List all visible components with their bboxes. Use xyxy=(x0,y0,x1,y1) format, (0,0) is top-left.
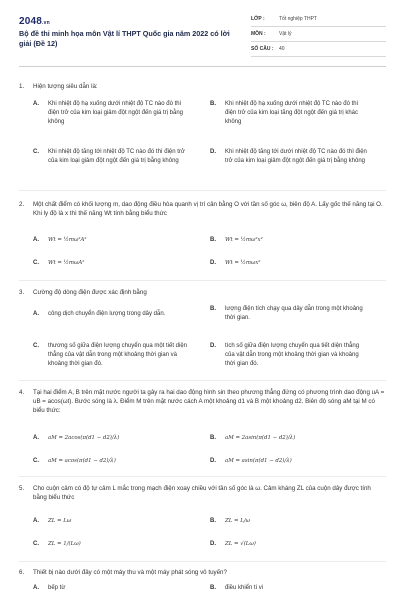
option-letter: A. xyxy=(33,435,39,441)
meta-row-class xyxy=(251,12,386,27)
option-letter: D. xyxy=(210,541,216,547)
option-text: thương số giữa điện lượng chuyển qua một tiết diện thẳng của vật dẫn trong một khoảng thời gian và khoảng thời gian đó. xyxy=(48,343,188,367)
option-letter: A. xyxy=(33,585,39,591)
question-stem: Hiện tượng siêu dẫn là: xyxy=(33,83,98,90)
question-stem: Cường độ dòng điện được xác định bằng xyxy=(33,289,147,296)
question-divider xyxy=(19,561,386,562)
option-letter: C. xyxy=(33,260,39,266)
question-stem: Thiết bị nào dưới đây có một máy thu và một máy phát sóng vô tuyến? xyxy=(33,569,227,576)
meta-key: SỐ CÂU : xyxy=(251,46,274,52)
option-formula: Wt = ½mω²x² xyxy=(225,237,263,243)
option-formula: ZL = L/ω xyxy=(225,518,251,524)
question-number: 6. xyxy=(19,569,25,576)
meta-value: Vật lý xyxy=(279,31,292,37)
option-letter: D. xyxy=(210,458,216,464)
option-b[interactable] xyxy=(210,517,370,526)
option-d[interactable] xyxy=(210,342,370,369)
option-letter: B. xyxy=(210,237,216,243)
question-divider xyxy=(19,476,386,477)
option-formula: aM = 2asin(π(d1 − d2)/λ) xyxy=(225,435,296,441)
meta-row-count xyxy=(251,42,386,57)
question-stem: Một chất điểm có khối lượng m, dao động điều hòa quanh vị trí cân bằng O với tần số góc ω, biên độ A. Lấy gốc thế năng tại O. Khi ly độ là x thì thế năng Wt tính bằng biểu thức xyxy=(33,201,383,217)
meta-value: Tốt nghiệp THPT xyxy=(279,16,317,22)
option-letter: B. xyxy=(210,435,216,441)
option-text: Khi nhiệt độ tăng tới dưới nhiệt độ TC nào đó thì điện trở của kim loại giảm đột ngột đến giá trị bằng không xyxy=(225,149,367,164)
option-formula: Wt = ½mω²A² xyxy=(48,237,87,243)
option-formula: ZL = √(Lω) xyxy=(225,541,256,547)
question-divider xyxy=(19,380,386,381)
option-formula: aM = 2acos(π(d1 − d2)/λ) xyxy=(48,435,120,441)
option-text: Khi nhiệt độ hạ xuống dưới nhiệt độ TC nào đó thì điện trở của kim loại tăng đột ngột đến giá trị khác không xyxy=(225,101,359,125)
option-text: lượng điện tích chạy qua dây dẫn trong một khoảng thời gian. xyxy=(225,306,363,321)
option-d[interactable] xyxy=(210,259,370,268)
meta-key: MÔN : xyxy=(251,31,266,37)
option-letter: D. xyxy=(210,149,216,155)
logo-text: 2048 xyxy=(19,16,43,27)
option-text: Khi nhiệt độ hạ xuống dưới nhiệt độ TC nào đó thì điện trở của kim loại giảm đột ngột đến giá trị bằng không xyxy=(48,101,184,125)
site-logo[interactable] xyxy=(19,16,50,27)
option-formula: Wt = ½mωx² xyxy=(225,260,261,266)
option-letter: A. xyxy=(33,311,39,317)
question-6 xyxy=(19,568,386,577)
option-c[interactable] xyxy=(33,457,193,466)
question-5 xyxy=(19,484,386,502)
option-letter: C. xyxy=(33,541,39,547)
option-letter: B. xyxy=(210,101,216,107)
option-a[interactable] xyxy=(33,434,193,443)
question-number: 3. xyxy=(19,289,25,296)
option-formula: aM = asin(π(d1 − d2)/λ) xyxy=(225,458,292,464)
option-b[interactable] xyxy=(210,584,370,593)
question-1 xyxy=(19,82,386,91)
meta-value: 40 xyxy=(279,46,285,52)
option-text: điều khiển ti vi xyxy=(225,585,264,591)
question-stem: Tại hai điểm A, B trên mặt nước người ta gây ra hai dao động hình sin theo phương thẳng đứng có phương trình dao động uA = uB = acos(ωt). Bước sóng là λ. Điểm M trên mặt nước cách A một khoảng d1 và B một khoảng d2. Biên độ sóng aM tại M có biểu thức: xyxy=(33,389,385,414)
option-c[interactable] xyxy=(33,342,193,369)
option-letter: C. xyxy=(33,149,39,155)
option-letter: C. xyxy=(33,458,39,464)
question-divider xyxy=(19,190,386,191)
option-d[interactable] xyxy=(210,457,370,466)
option-letter: B. xyxy=(210,585,216,591)
option-text: công dịch chuyển điện lượng trong dây dẫn. xyxy=(48,311,166,317)
option-formula: aM = acos(π(d1 − d2)/λ) xyxy=(48,458,116,464)
meta-key: LỚP : xyxy=(251,16,265,22)
option-letter: A. xyxy=(33,237,39,243)
option-b[interactable] xyxy=(210,305,370,323)
question-number: 2. xyxy=(19,201,25,208)
option-formula: Wt = ½mωA² xyxy=(48,260,85,266)
header-divider xyxy=(19,66,386,67)
option-letter: D. xyxy=(210,260,216,266)
option-formula: ZL = 1/(Lω) xyxy=(48,541,81,547)
question-stem: Cho cuộn cảm có độ tự cảm L mắc trong mạch điện xoay chiều với tần số góc là ω. Cảm kháng ZL của cuộn dây được tính bằng biểu thức xyxy=(33,485,371,501)
option-text: Khi nhiệt độ tăng tới nhiệt độ TC nào đó thì điện trở của kim loại giảm đột ngột đến giá trị bằng không xyxy=(48,149,185,164)
option-a[interactable] xyxy=(33,584,193,593)
question-divider xyxy=(19,280,386,281)
option-letter: B. xyxy=(210,518,216,524)
option-letter: A. xyxy=(33,518,39,524)
option-letter: C. xyxy=(33,343,39,349)
option-c[interactable] xyxy=(33,540,193,549)
option-c[interactable] xyxy=(33,259,193,268)
option-letter: A. xyxy=(33,101,39,107)
option-text: tích số giữa điện lượng chuyển qua tiết diện thẳng của vật dẫn trong một khoảng thời gian và khoảng thời gian đó. xyxy=(225,343,360,367)
option-a[interactable] xyxy=(33,310,193,319)
option-c[interactable] xyxy=(33,148,193,166)
option-letter: B. xyxy=(210,306,216,312)
option-b[interactable] xyxy=(210,434,370,443)
option-d[interactable] xyxy=(210,540,370,549)
question-number: 4. xyxy=(19,389,25,396)
option-letter: D. xyxy=(210,343,216,349)
question-3 xyxy=(19,288,386,297)
option-text: bếp từ xyxy=(48,585,66,591)
question-2 xyxy=(19,200,386,218)
question-number: 5. xyxy=(19,485,25,492)
meta-row-subject xyxy=(251,27,386,42)
option-a[interactable] xyxy=(33,236,193,245)
option-formula: ZL = Lω xyxy=(48,518,72,524)
option-a[interactable] xyxy=(33,517,193,526)
option-b[interactable] xyxy=(210,236,370,245)
option-d[interactable] xyxy=(210,148,370,166)
option-a[interactable] xyxy=(33,100,193,127)
document-meta xyxy=(251,12,386,57)
logo-suffix: .vn xyxy=(42,20,50,26)
question-4 xyxy=(19,388,386,415)
option-b[interactable] xyxy=(210,100,370,127)
document-title: Bộ đề thi minh họa môn Vật lí THPT Quốc gia năm 2022 có lời giải (Đề 12) xyxy=(19,29,230,48)
question-number: 1. xyxy=(19,83,25,90)
